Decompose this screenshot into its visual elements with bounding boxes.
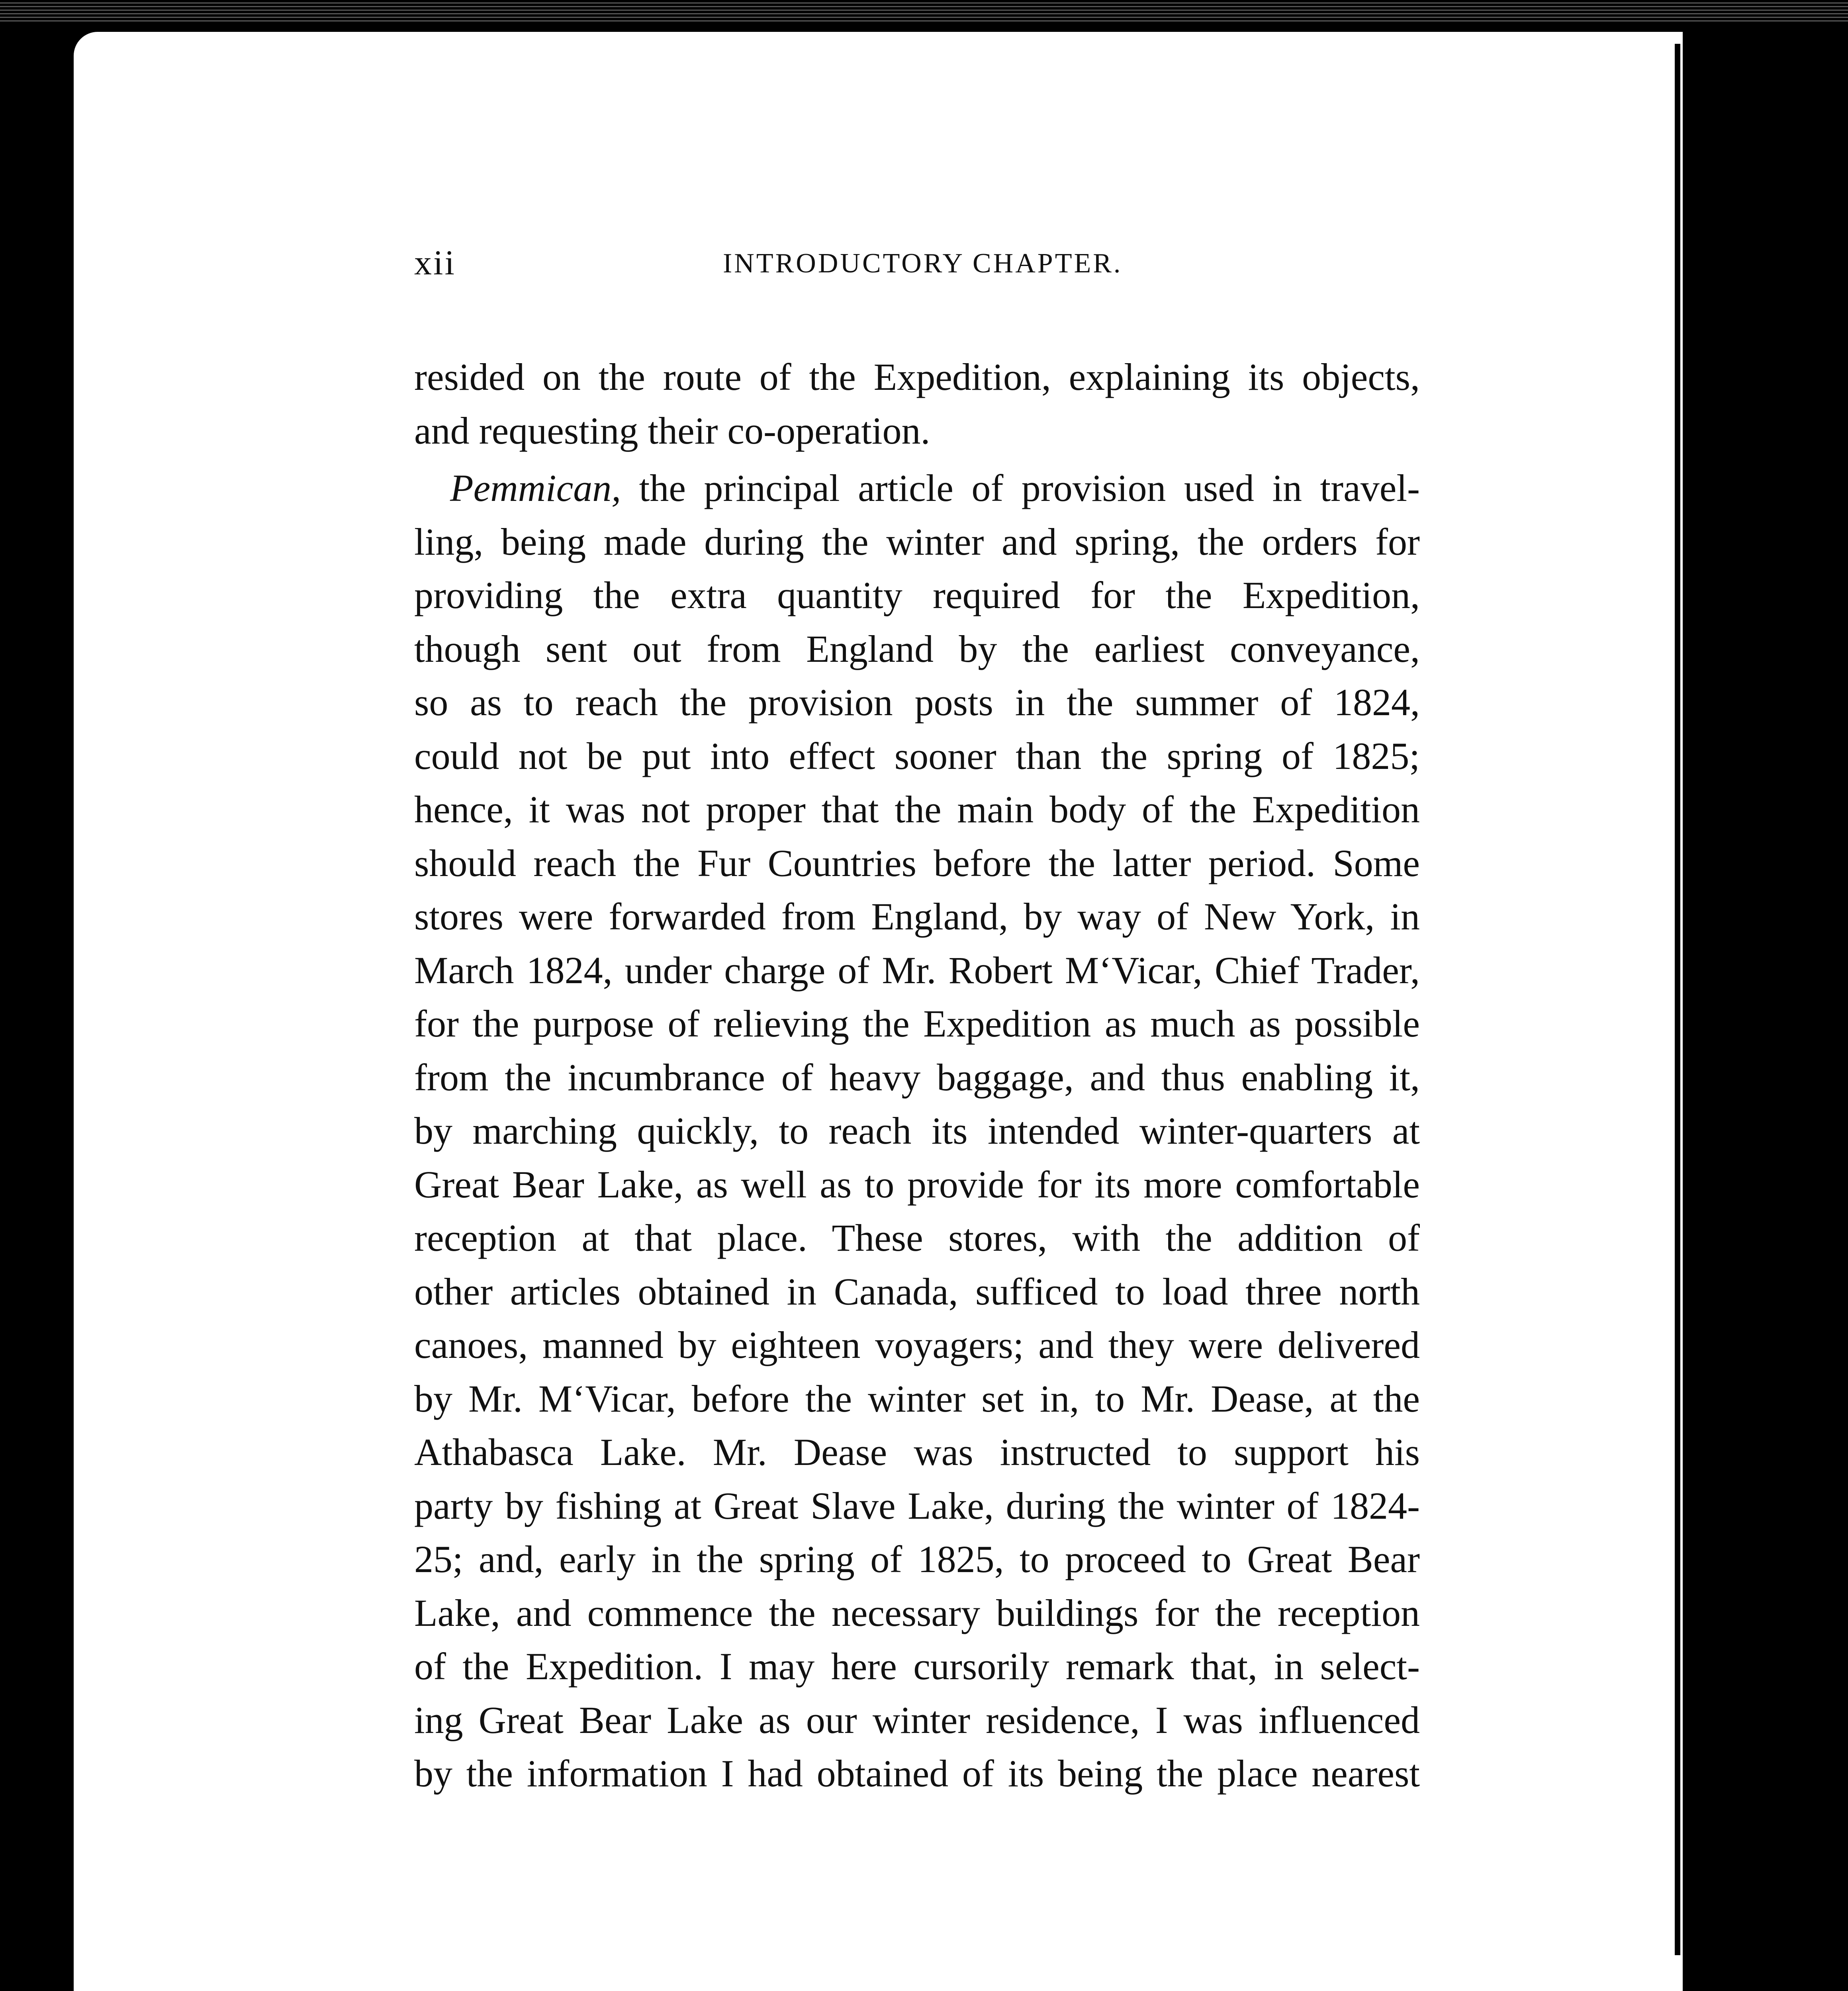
text-line: Lake, and commence the necessary buildings for the reception xyxy=(414,1591,1420,1634)
text-line: 25; and, early in the spring of 1825, to proceed to Great Bear xyxy=(414,1538,1420,1580)
text-line: Great Bear Lake, as well as to provide for its more comfortable xyxy=(414,1163,1420,1206)
text-line: by Mr. M‘Vicar, before the winter set in, to Mr. Dease, at the xyxy=(414,1377,1420,1420)
body-text xyxy=(414,350,1420,1801)
text-line: ling, being made during the winter and spring, the orders for xyxy=(414,520,1420,563)
chapter-title: INTRODUCTORY CHAPTER. xyxy=(723,248,1123,279)
text-line: reception at that place. These stores, with the addition of xyxy=(414,1217,1420,1259)
page-number: xii xyxy=(414,244,456,282)
text-line: by the information I had obtained of its being the place nearest xyxy=(414,1752,1420,1795)
text-line: from the incumbrance of heavy baggage, and thus enabling it, xyxy=(414,1056,1420,1099)
text-line: for the purpose of relieving the Expedition as much as possible xyxy=(414,1002,1420,1045)
text-line: of the Expedition. I may here cursorily remark that, in select- xyxy=(414,1645,1420,1688)
text-line: canoes, manned by eighteen voyagers; and they were delivered xyxy=(414,1324,1420,1366)
text-line: stores were forwarded from England, by way of New York, in xyxy=(414,895,1420,938)
text-line: could not be put into effect sooner than the spring of 1825; xyxy=(414,734,1420,777)
text-line: though sent out from England by the earliest conveyance, xyxy=(414,627,1420,670)
text-run: the principal article of provision used in travel- xyxy=(639,467,1420,509)
scan-top-edge xyxy=(0,0,1848,24)
paragraph-first-line xyxy=(414,462,1420,515)
running-head xyxy=(414,243,1832,291)
page-edge-rule xyxy=(1675,44,1680,1955)
text-line: party by fishing at Great Slave Lake, during the winter of 1824- xyxy=(414,1484,1420,1527)
text-line: should reach the Fur Countries before the latter period. Some xyxy=(414,841,1420,884)
italic-term: Pemmican, xyxy=(450,467,621,509)
paragraph-gap xyxy=(414,458,1420,462)
text-line: and requesting their co-operation. xyxy=(414,409,930,452)
text-line: March 1824, under charge of Mr. Robert M‘Vicar, Chief Trader, xyxy=(414,949,1420,992)
text-line: providing the extra quantity required for the Expedition, xyxy=(414,574,1420,616)
text-line: Athabasca Lake. Mr. Dease was instructed to support his xyxy=(414,1431,1420,1473)
text-line: so as to reach the provision posts in the summer of 1824, xyxy=(414,681,1420,724)
text-line: by marching quickly, to reach its intended winter-quarters at xyxy=(414,1109,1420,1152)
text-line: ing Great Bear Lake as our winter residence, I was influenced xyxy=(414,1698,1420,1741)
text-line: other articles obtained in Canada, sufficed to load three north xyxy=(414,1270,1420,1313)
text-line: resided on the route of the Expedition, explaining its objects, xyxy=(414,356,1420,398)
text-line: hence, it was not proper that the main body of the Expedition xyxy=(414,788,1420,831)
